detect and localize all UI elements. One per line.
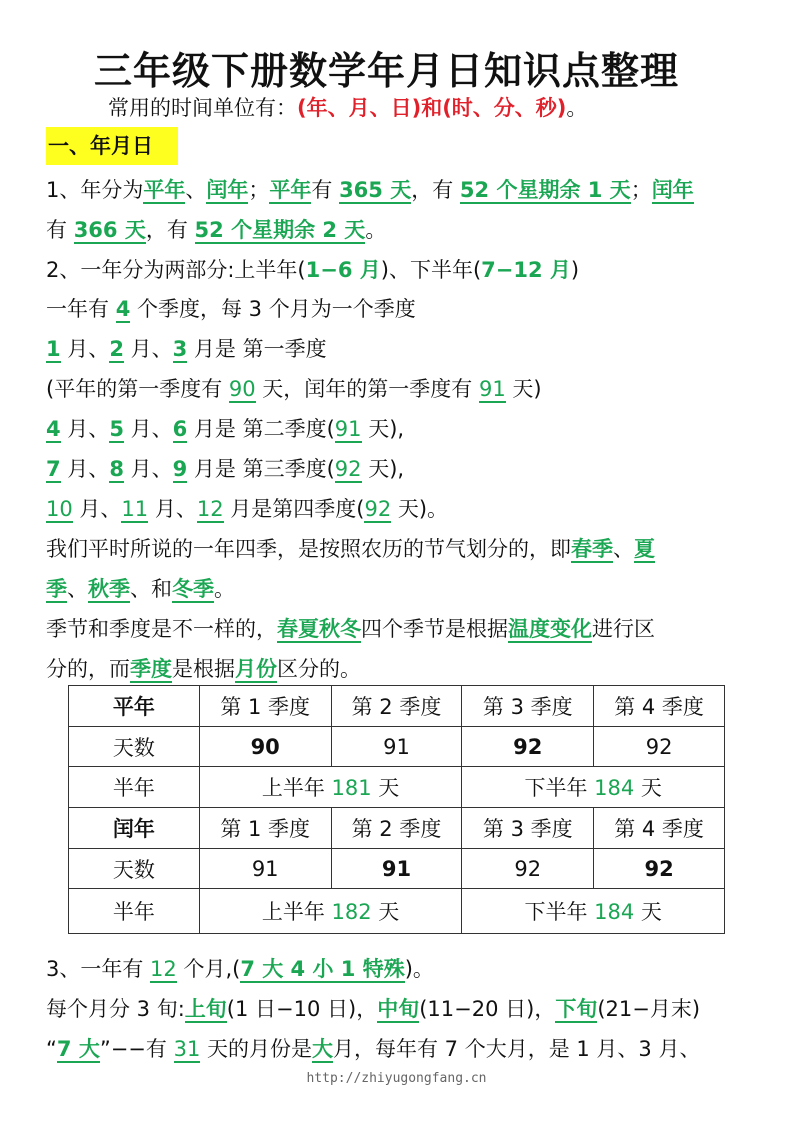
table-cell: 91 bbox=[199, 848, 331, 889]
table-row bbox=[69, 767, 725, 808]
table-cell: 第 1 季度 bbox=[199, 808, 331, 849]
intro-line: 常用的时间单位有：(年、月、日)和(时、分、秒)。 bbox=[108, 96, 588, 120]
para-3: 一年有 4 个季度，每 3 个月为一个季度 bbox=[46, 297, 416, 321]
quarter-1-note: (平年的第一季度有 90 天，闰年的第一季度有 91 天) bbox=[46, 377, 542, 401]
table-cell: 90 bbox=[199, 726, 331, 767]
quarter-2-line: 4 月、5 月、6 月是 第二季度(91 天), bbox=[46, 417, 405, 441]
quarter-1-line: 1 月、2 月、3 月是 第一季度 bbox=[46, 337, 327, 361]
table-cell: 92 bbox=[462, 726, 594, 767]
para-5-line-1: 季节和季度是不一样的，春夏秋冬四个季节是根据温度变化进行区 bbox=[46, 617, 655, 641]
para-6: 3、一年有 12 个月,(7 大 4 小 1 特殊)。 bbox=[46, 957, 434, 981]
page-title: 三年级下册数学年月日知识点整理 bbox=[93, 49, 679, 93]
para-8: “7 大”−−有 31 天的月份是大月，每年有 7 个大月，是 1 月、3 月、 bbox=[46, 1037, 701, 1061]
table-row bbox=[69, 808, 725, 849]
table-cell: 第 2 季度 bbox=[331, 808, 462, 849]
table-cell: 天数 bbox=[69, 848, 200, 889]
quarter-4-line: 10 月、11 月、12 月是第四季度(92 天)。 bbox=[46, 497, 449, 521]
table-cell: 第 4 季度 bbox=[594, 808, 725, 849]
table-row bbox=[69, 889, 725, 934]
table-row bbox=[69, 848, 725, 889]
table-row bbox=[69, 686, 725, 727]
table-cell: 92 bbox=[594, 726, 725, 767]
quarter-days-table bbox=[68, 685, 725, 934]
para-5-line-2: 分的，而季度是根据月份区分的。 bbox=[46, 657, 361, 681]
table-cell: 第 1 季度 bbox=[199, 686, 331, 727]
table-cell: 天数 bbox=[69, 726, 200, 767]
para-4-line-2: 季、秋季、和冬季。 bbox=[46, 577, 235, 601]
table-cell: 下半年 184 天 bbox=[462, 767, 725, 808]
table-cell: 上半年 182 天 bbox=[199, 889, 462, 934]
table-cell: 第 4 季度 bbox=[594, 686, 725, 727]
para-2: 2、一年分为两部分:上半年(1−6 月)、下半年(7−12 月) bbox=[46, 258, 580, 282]
para-1-line-1: 1、年分为平年、闰年；平年有 365 天，有 52 个星期余 1 天；闰年 bbox=[46, 178, 694, 202]
table-cell: 92 bbox=[594, 848, 725, 889]
para-1-line-2: 有 366 天，有 52 个星期余 2 天。 bbox=[46, 218, 387, 242]
table-cell: 91 bbox=[331, 726, 462, 767]
para-4-line-1: 我们平时所说的一年四季，是按照农历的节气划分的，即春季、夏 bbox=[46, 537, 655, 561]
table-cell: 92 bbox=[462, 848, 594, 889]
footer-url: http://zhiyugongfang.cn bbox=[306, 1071, 487, 1086]
table-cell: 半年 bbox=[69, 889, 200, 934]
leap-year-label: 闰年 bbox=[69, 808, 200, 849]
section-heading: 一、年月日 bbox=[46, 127, 178, 165]
table-cell: 下半年 184 天 bbox=[462, 889, 725, 934]
table-cell: 第 3 季度 bbox=[462, 686, 594, 727]
table-cell: 第 3 季度 bbox=[462, 808, 594, 849]
para-7: 每个月分 3 旬:上旬(1 日−10 日)，中旬(11−20 日)，下旬(21−月末) bbox=[46, 997, 701, 1021]
table-cell: 第 2 季度 bbox=[331, 686, 462, 727]
normal-year-label: 平年 bbox=[69, 686, 200, 727]
table-cell: 上半年 181 天 bbox=[199, 767, 462, 808]
quarter-3-line: 7 月、8 月、9 月是 第三季度(92 天), bbox=[46, 457, 405, 481]
table-cell: 91 bbox=[331, 848, 462, 889]
table-row bbox=[69, 726, 725, 767]
time-units-highlight: (年、月、日)和(时、分、秒) bbox=[297, 96, 567, 120]
table-cell: 半年 bbox=[69, 767, 200, 808]
